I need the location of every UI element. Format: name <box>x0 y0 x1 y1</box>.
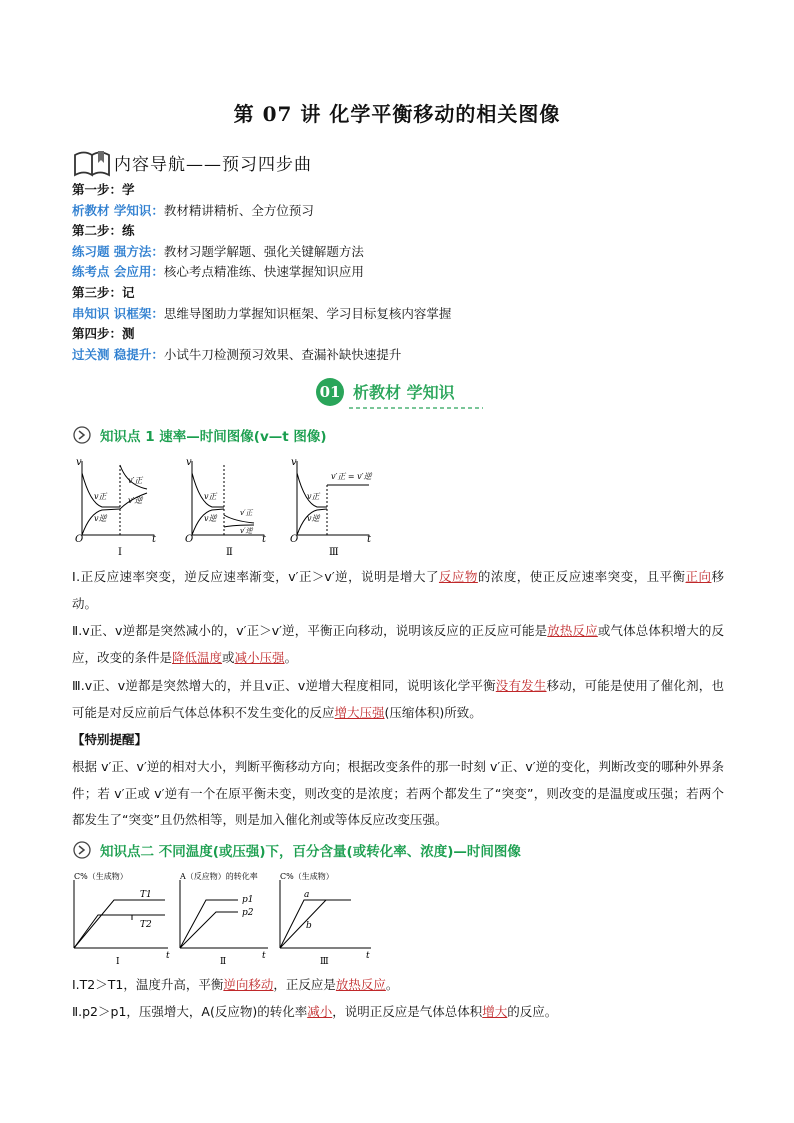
step-heading: 第四步：测 <box>72 326 135 342</box>
svg-text:Ⅲ: Ⅲ <box>329 547 339 558</box>
svg-text:t: t <box>166 951 170 961</box>
svg-text:p2: p2 <box>242 908 254 918</box>
step-heading: 第三步：记 <box>72 284 135 300</box>
svg-text:Ⅲ: Ⅲ <box>320 957 329 967</box>
svg-text:T2: T2 <box>140 920 152 930</box>
special-tip-heading: 【特别提醒】 <box>72 732 148 747</box>
svg-text:T1: T1 <box>140 890 152 900</box>
paragraph-3: Ⅲ.v正、v逆都是突然增大的，并且v正、v逆增大程度相同，说明该化学平衡没有发生移动，可能是使用了催化剂，也可能是对反应前后气体总体积不发生变化的反应增大压强(压缩体积)所致。 <box>72 678 724 720</box>
svg-text:v逆: v逆 <box>94 514 107 523</box>
special-tip-text: 根据 v′正、v′逆的相对大小，判断平衡移动方向；根据改变条件的那一时刻 v′正、v′逆的变化，判断改变的哪种外界条件；若 v′正或 v′逆有一个在原平衡未变，则改变的是浓度；若两个都发生了“突变”，则改变的是温度或压强；若两个都发生了“突变”且仍然相等，则是加入催化剂或等体反应改变压强。 <box>72 759 724 827</box>
knowledge-point-2-heading: 知识点二 不同温度(或压强)下，百分含量(或转化率、浓度)—时间图像 <box>72 840 521 860</box>
vt-panel-2 <box>185 457 267 558</box>
svg-text:v正: v正 <box>94 492 107 501</box>
svg-text:t: t <box>366 951 370 961</box>
vt-panel-1 <box>75 457 157 558</box>
vt-panel-3 <box>290 457 372 558</box>
content-nav-header <box>72 146 312 178</box>
arrow-circle-icon <box>72 425 92 445</box>
paragraph-2: Ⅱ.v正、v逆都是突然减小的，v′正＞v′逆，平衡正向移动，说明该反应的正反应可能是放热反应或气体总体积增大的反应，改变的条件是降低温度或减小压强。 <box>72 623 724 665</box>
svg-text:b: b <box>306 921 312 931</box>
svg-text:v: v <box>291 457 297 468</box>
svg-text:Ⅰ: Ⅰ <box>118 547 122 558</box>
svg-text:v: v <box>186 457 192 468</box>
svg-text:t: t <box>367 534 372 545</box>
step-item: 析教材 学知识：教材精讲精析、全方位预习 <box>72 202 314 218</box>
svg-text:Ⅰ: Ⅰ <box>116 957 120 967</box>
svg-text:t: t <box>262 951 266 961</box>
ct-panel-2 <box>179 871 268 967</box>
svg-text:v正: v正 <box>204 492 217 501</box>
knowledge-point-1-heading: 知识点 1 速率—时间图像(v—t 图像) <box>72 425 327 445</box>
arrow-circle-icon <box>72 840 92 860</box>
svg-text:C%（生成物）: C%（生成物） <box>74 872 128 881</box>
step-item: 过关测 稳提升：小试牛刀检测预习效果、查漏补缺快速提升 <box>72 346 402 362</box>
svg-text:O: O <box>185 534 194 545</box>
svg-text:v逆: v逆 <box>307 514 320 523</box>
nav-label: 内容导航——预习四步曲 <box>114 154 312 175</box>
svg-text:p1: p1 <box>242 895 254 905</box>
svg-text:A（反应物）的转化率: A（反应物）的转化率 <box>180 872 258 881</box>
svg-text:v正: v正 <box>307 492 320 501</box>
svg-text:v′正: v′正 <box>240 509 253 517</box>
svg-text:v逆: v逆 <box>204 514 217 523</box>
ct-panel-1 <box>74 871 170 967</box>
section-badge <box>313 376 485 410</box>
paragraph-5: Ⅱ.p2＞p1，压强增大，A(反应物)的转化率减小，说明正反应是气体总体积增大的反应。 <box>72 1004 558 1019</box>
step-item: 练习题 强方法：教材习题学解题、强化关键解题方法 <box>72 243 364 259</box>
svg-text:t: t <box>152 534 157 545</box>
step-heading: 第二步：练 <box>72 223 135 239</box>
svg-text:a: a <box>304 890 310 900</box>
step-item: 练考点 会应用：核心考点精准练、快速掌握知识应用 <box>72 264 364 280</box>
step-heading: 第一步：学 <box>72 182 135 197</box>
svg-text:v′逆: v′逆 <box>128 496 143 505</box>
svg-text:t: t <box>262 534 267 545</box>
rate-time-figure <box>72 455 382 560</box>
svg-text:v′正 = v′逆: v′正 = v′逆 <box>331 472 372 481</box>
paragraph-4: Ⅰ.T2＞T1，温度升高，平衡逆向移动，正反应是放热反应。 <box>72 977 399 992</box>
svg-text:O: O <box>75 534 84 545</box>
paragraph-1: Ⅰ.正反应速率突变，逆反应速率渐变，v′正＞v′逆，说明是增大了反应物的浓度，使正反应速率突变，且平衡正向移动。 <box>72 569 724 611</box>
svg-text:Ⅱ: Ⅱ <box>220 957 227 967</box>
svg-text:v′逆: v′逆 <box>240 527 253 535</box>
svg-text:C%（生成物）: C%（生成物） <box>280 872 334 881</box>
step-item: 串知识 识框架：思维导图助力掌握知识框架、学习目标复核内容掌握 <box>72 305 452 321</box>
section-label: 析教材 学知识 <box>353 383 455 402</box>
svg-text:O: O <box>290 534 299 545</box>
svg-text:Ⅱ: Ⅱ <box>226 547 233 558</box>
svg-text:v: v <box>76 457 82 468</box>
ct-panel-3 <box>280 871 371 967</box>
content-time-figure <box>70 870 380 970</box>
steps-list <box>72 180 451 365</box>
section-number: 01 <box>319 383 341 401</box>
book-icon <box>72 147 112 177</box>
page-title: 第 07 讲 化学平衡移动的相关图像 <box>233 102 561 126</box>
svg-text:v′正: v′正 <box>128 476 143 485</box>
